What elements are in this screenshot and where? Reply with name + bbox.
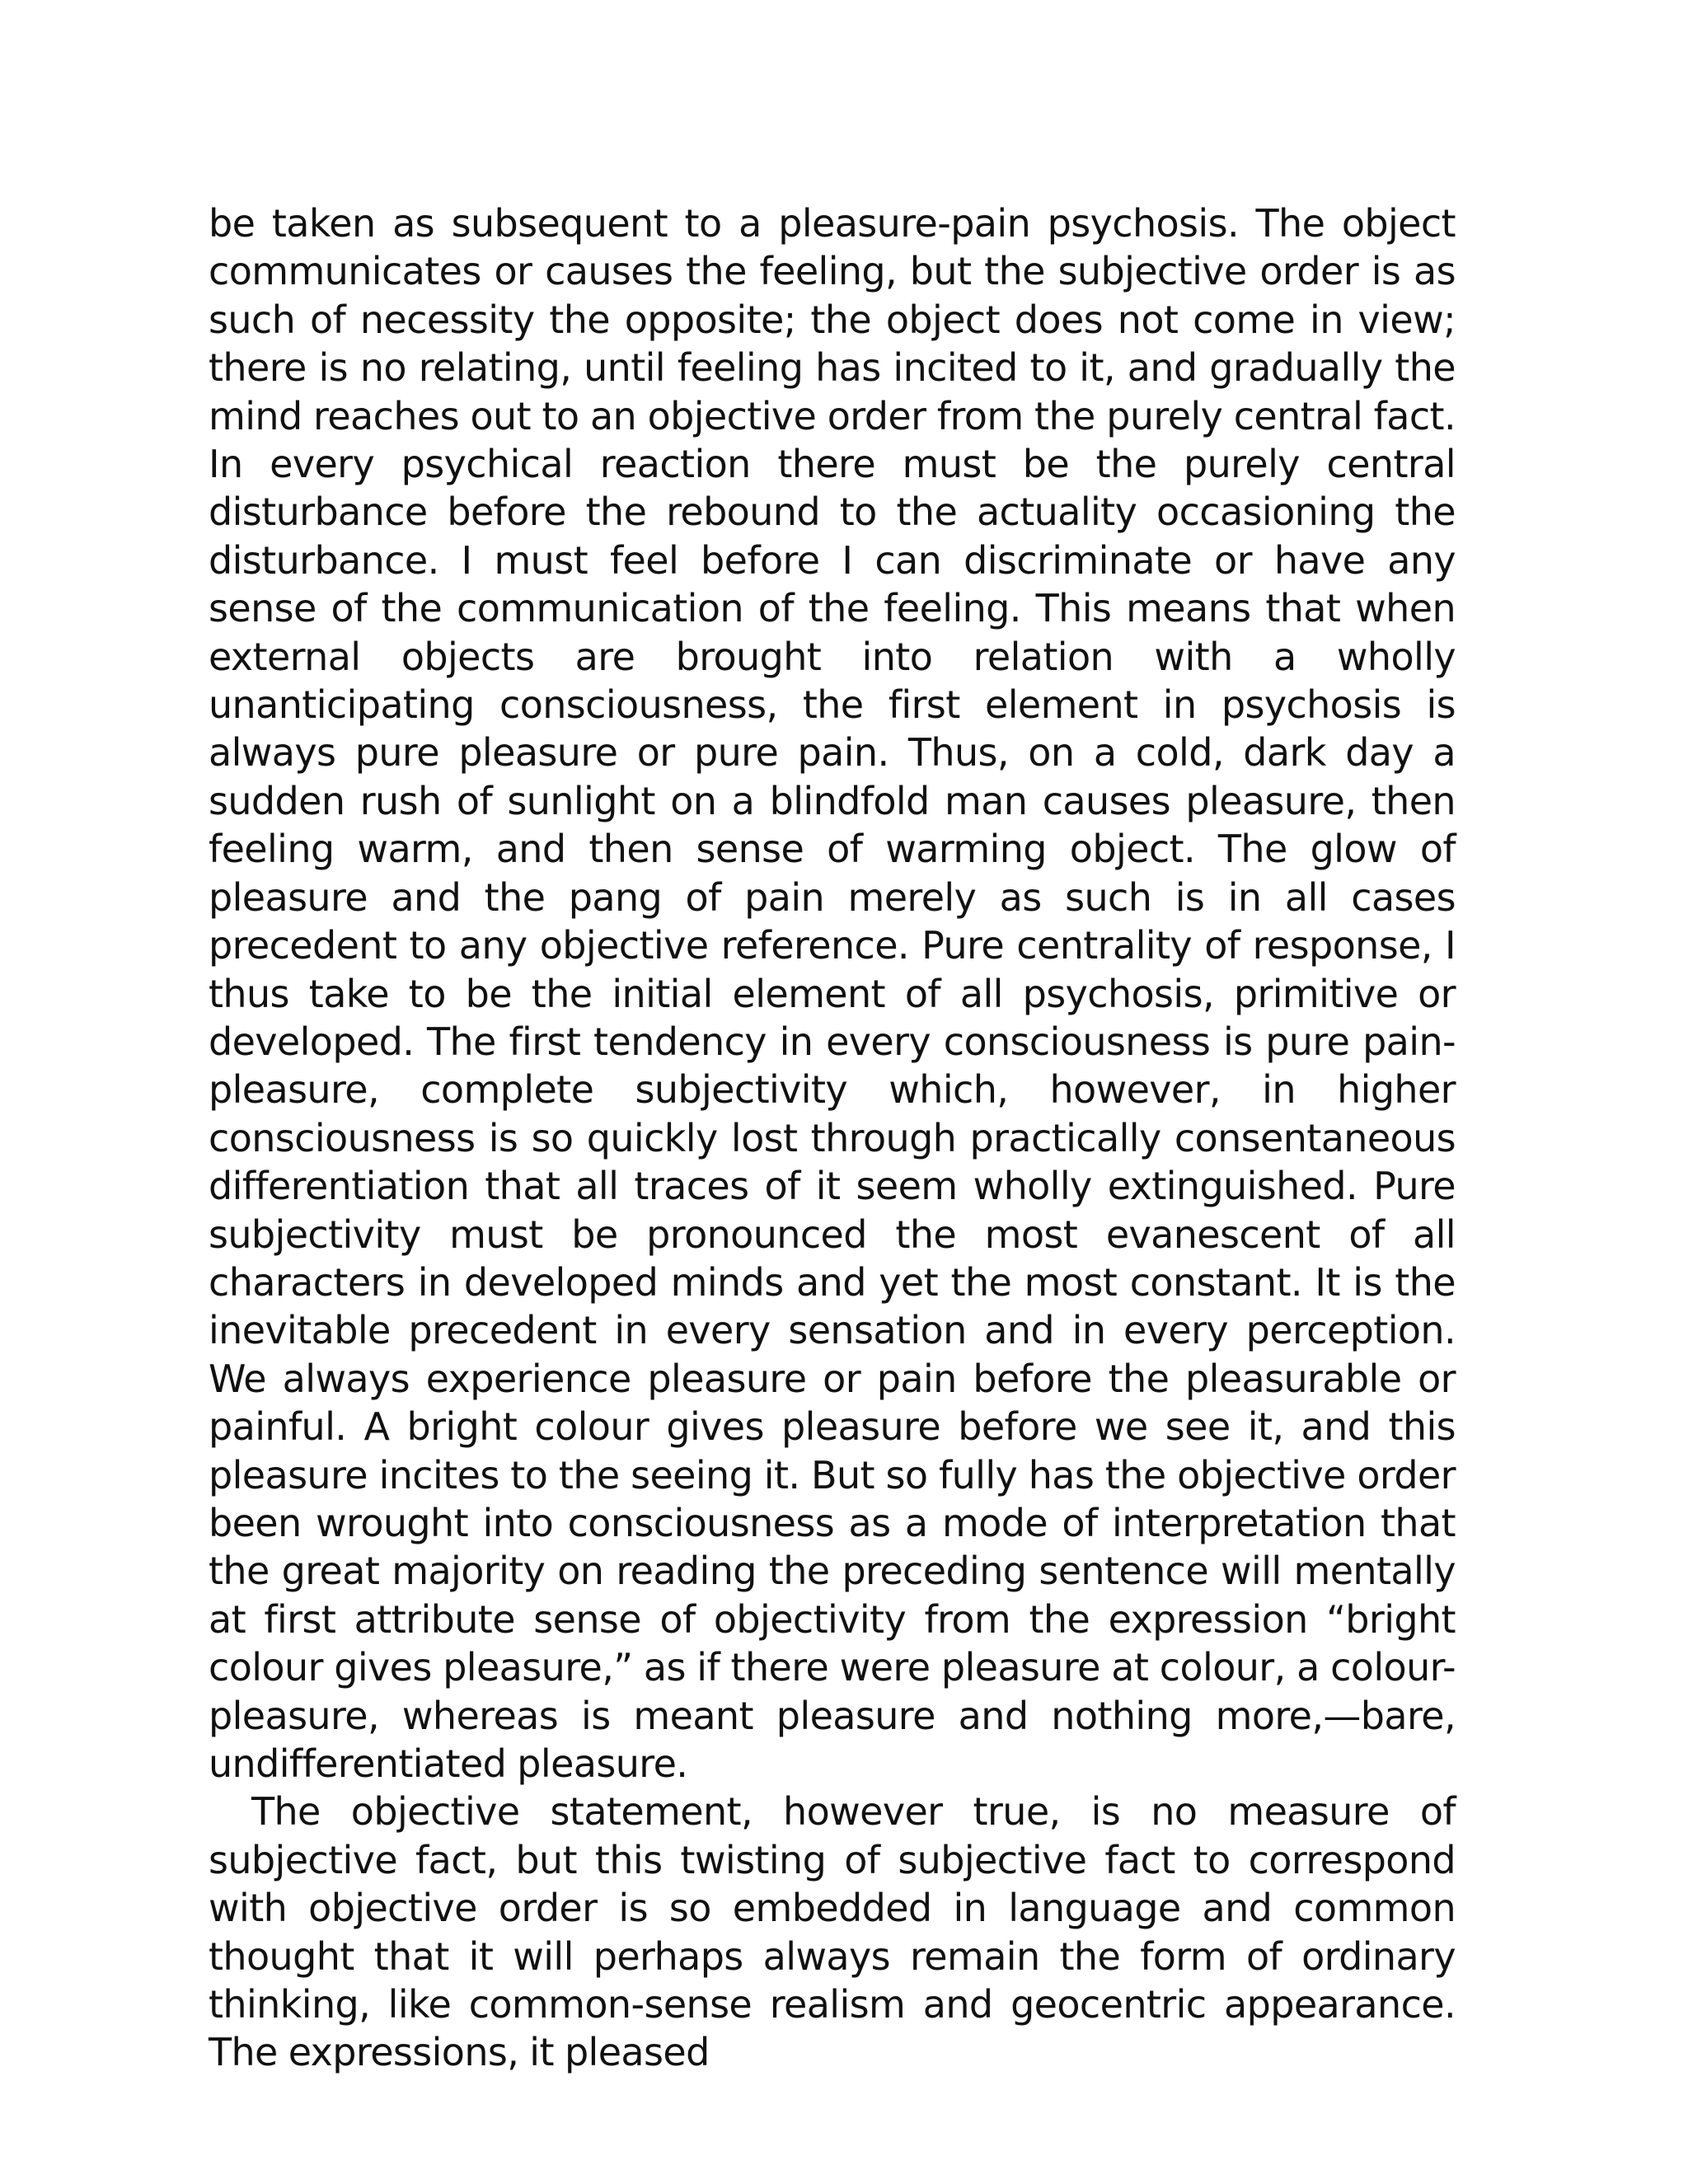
paragraph-1: be taken as subsequent to a pleasure-pain psychosis. The object communicates or causes the feeling, but the subjective order is as such of necessity the opposite; the object does not come in view; there is no relating, until feeling has incited to it, and gradually the mind reaches out to an objective order from the purely central fact. In every psychical reaction there must be the purely central disturbance before the rebound to the actuality occasioning the disturbance. I must feel before I can discriminate or have any sense of the communication of the feeling. This means that when external objects are brought into relation with a wholly unanticipating consciousness, the first element in psychosis is always pure pleasure or pure pain. Thus, on a cold, dark day a sudden rush of sunlight on a blindfold man causes pleasure, then feeling warm, and then sense of warming object. The glow of pleasure and the pang of pain merely as such is in all cases precedent to any objective reference. Pure centrality of response, I thus take to be the initial element of all psychosis, primitive or developed. The first tendency in every consciousness is pure pain-pleasure, complete subjectivity which, however, in higher consciousness is so quickly lost through practically consentaneous differentiation that all traces of it seem wholly extinguished. Pure subjectivity must be pronounced the most evanescent of all characters in developed minds and yet the most constant. It is the inevitable precedent in every sensation and in every perception. We always experience pleasure or pain before the pleasurable or painful. A bright colour gives pleasure before we see it, and this pleasure incites to the seeing it. But so fully has the objective order been wrought into consciousness as a mode of interpretation that the great majority on reading the preceding sentence will mentally at first attribute sense of objectivity from the expression “bright colour gives pleasure,” as if there were pleasure at colour, a colour-pleasure, whereas is meant pleasure and nothing more,—bare, undifferentiated pleasure. [209,201,1456,1786]
page-body [209,199,1456,2077]
paragraph-2: The objective statement, however true, is no measure of subjective fact, but this twisting of subjective fact to correspond with objective order is so embedded in language and common thought that it will perhaps always remain the form of ordinary thinking, like common-sense realism and geocentric appearance. The expressions, it pleased [209,1789,1456,2075]
